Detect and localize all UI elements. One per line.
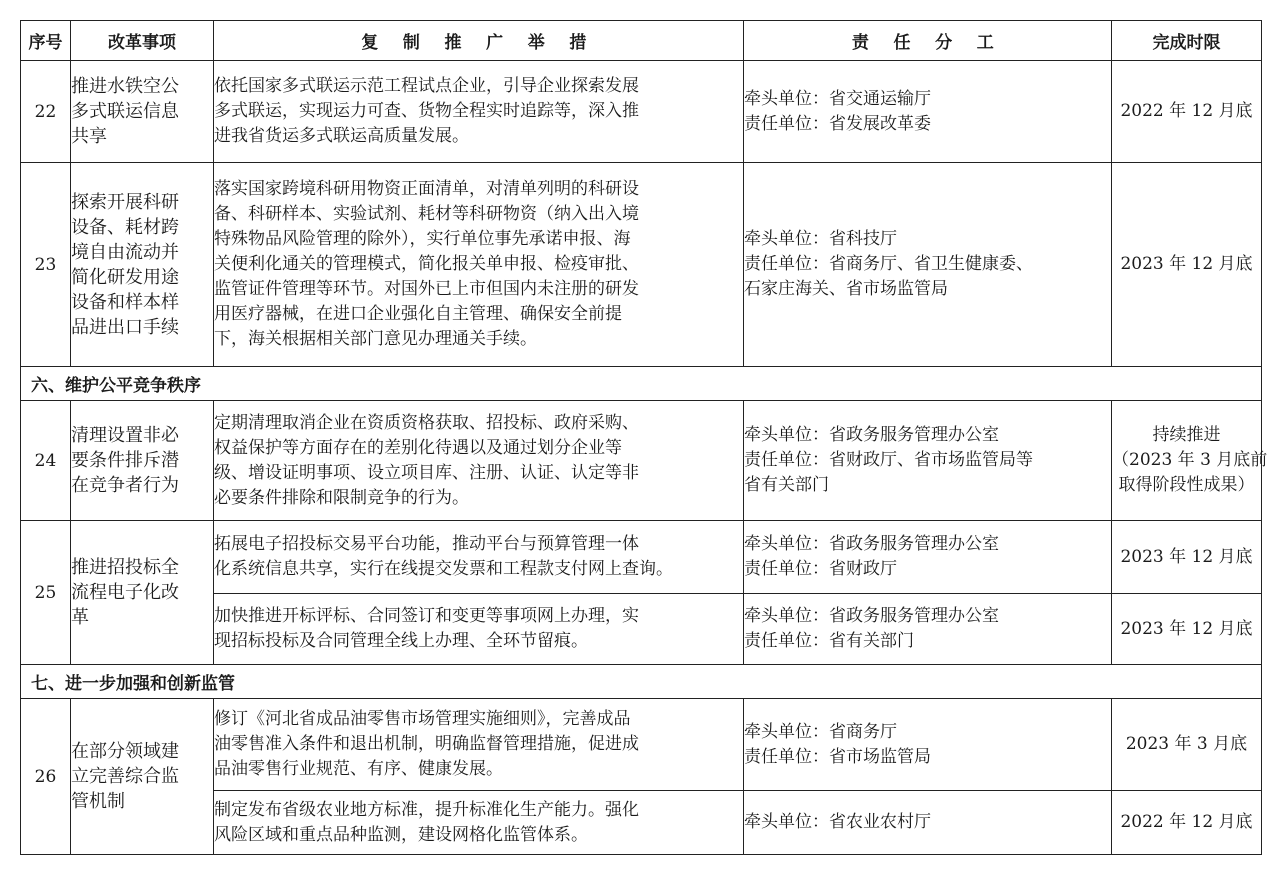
- measure-text: 加快推进开标评标、合同签订和变更等事项网上办理，实 现招标投标及合同管理全线上办理、全环节留痕。: [214, 594, 744, 665]
- header-resp: 责 任 分 工: [744, 21, 1112, 61]
- table-row-25a: [21, 521, 1262, 594]
- reform-table: [20, 20, 1268, 855]
- responsibility: 牵头单位：省政务服务管理办公室 责任单位：省财政厅、省市场监管局等 省有关部门: [744, 401, 1112, 521]
- responsibility: 牵头单位：省政务服务管理办公室 责任单位：省财政厅: [744, 521, 1112, 594]
- measure-text: 拓展电子招投标交易平台功能，推动平台与预算管理一体 化系统信息共享，实行在线提交发票和工程款支付网上查询。: [214, 521, 744, 594]
- row-number: 23: [21, 163, 71, 367]
- table-row-22: [21, 61, 1262, 163]
- row-number: 26: [21, 699, 71, 855]
- table-row-26a: [21, 699, 1262, 791]
- responsibility: 牵头单位：省科技厅 责任单位：省商务厅、省卫生健康委、 石家庄海关、省市场监管局: [744, 163, 1112, 367]
- deadline: 2023 年 12 月底: [1112, 521, 1262, 594]
- responsibility: 牵头单位：省交通运输厅 责任单位：省发展改革委: [744, 61, 1112, 163]
- measure-text: 落实国家跨境科研用物资正面清单，对清单列明的科研设 备、科研样本、实验试剂、耗材等科研物资（纳入出入境 特殊物品风险管理的除外），实行单位事先承诺申报、海 关便利化通关的管理模式，简化报关单申报、检疫审批、 监管证件管理等环节。对国外已上市但国内未注册的研发 用医疗器械，在进口企业强化自主管理、确保安全前提 下，海关根据相关部门意见办理通关手续。: [214, 163, 744, 367]
- deadline: 持续推进 （2023 年 3 月底前 取得阶段性成果）: [1112, 401, 1262, 521]
- responsibility: 牵头单位：省商务厅 责任单位：省市场监管局: [744, 699, 1112, 791]
- reform-item: 推进招投标全 流程电子化改 革: [71, 521, 214, 665]
- deadline: 2022 年 12 月底: [1112, 791, 1262, 855]
- responsibility: 牵头单位：省政务服务管理办公室 责任单位：省有关部门: [744, 594, 1112, 665]
- header-item: 改革事项: [71, 21, 214, 61]
- deadline: 2023 年 3 月底: [1112, 699, 1262, 791]
- measure-text: 修订《河北省成品油零售市场管理实施细则》，完善成品 油零售准入条件和退出机制，明确监督管理措施，促进成 品油零售行业规范、有序、健康发展。: [214, 699, 744, 791]
- header-deadline: 完成时限: [1112, 21, 1262, 61]
- table-row-24: [21, 401, 1262, 521]
- section-title: 七、进一步加强和创新监管: [21, 665, 1262, 699]
- section-row-7: [21, 665, 1262, 699]
- header-measure: 复 制 推 广 举 措: [214, 21, 744, 61]
- reform-item: 在部分领域建 立完善综合监 管机制: [71, 699, 214, 855]
- row-number: 24: [21, 401, 71, 521]
- reform-item: 探索开展科研 设备、耗材跨 境自由流动并 简化研发用途 设备和样本样 品进出口手续: [71, 163, 214, 367]
- responsibility: 牵头单位：省农业农村厅: [744, 791, 1112, 855]
- deadline: 2023 年 12 月底: [1112, 594, 1262, 665]
- section-title: 六、维护公平竞争秩序: [21, 367, 1262, 401]
- table-row-23: [21, 163, 1262, 367]
- measure-text: 定期清理取消企业在资质资格获取、招投标、政府采购、 权益保护等方面存在的差别化待遇以及通过划分企业等 级、增设证明事项、设立项目库、注册、认证、认定等非 必要条件排除和限制竞争的行为。: [214, 401, 744, 521]
- measure-text: 制定发布省级农业地方标准，提升标准化生产能力。强化 风险区域和重点品种监测，建设网格化监管体系。: [214, 791, 744, 855]
- deadline: 2023 年 12 月底: [1112, 163, 1262, 367]
- row-number: 22: [21, 61, 71, 163]
- reform-item: 清理设置非必 要条件排斥潜 在竞争者行为: [71, 401, 214, 521]
- measure-text: 依托国家多式联运示范工程试点企业，引导企业探索发展 多式联运，实现运力可查、货物全程实时追踪等，深入推 进我省货运多式联运高质量发展。: [214, 61, 744, 163]
- deadline: 2022 年 12 月底: [1112, 61, 1262, 163]
- section-row-6: [21, 367, 1262, 401]
- header-row: [21, 21, 1262, 61]
- row-number: 25: [21, 521, 71, 665]
- header-no: 序号: [21, 21, 71, 61]
- reform-item: 推进水铁空公 多式联运信息 共享: [71, 61, 214, 163]
